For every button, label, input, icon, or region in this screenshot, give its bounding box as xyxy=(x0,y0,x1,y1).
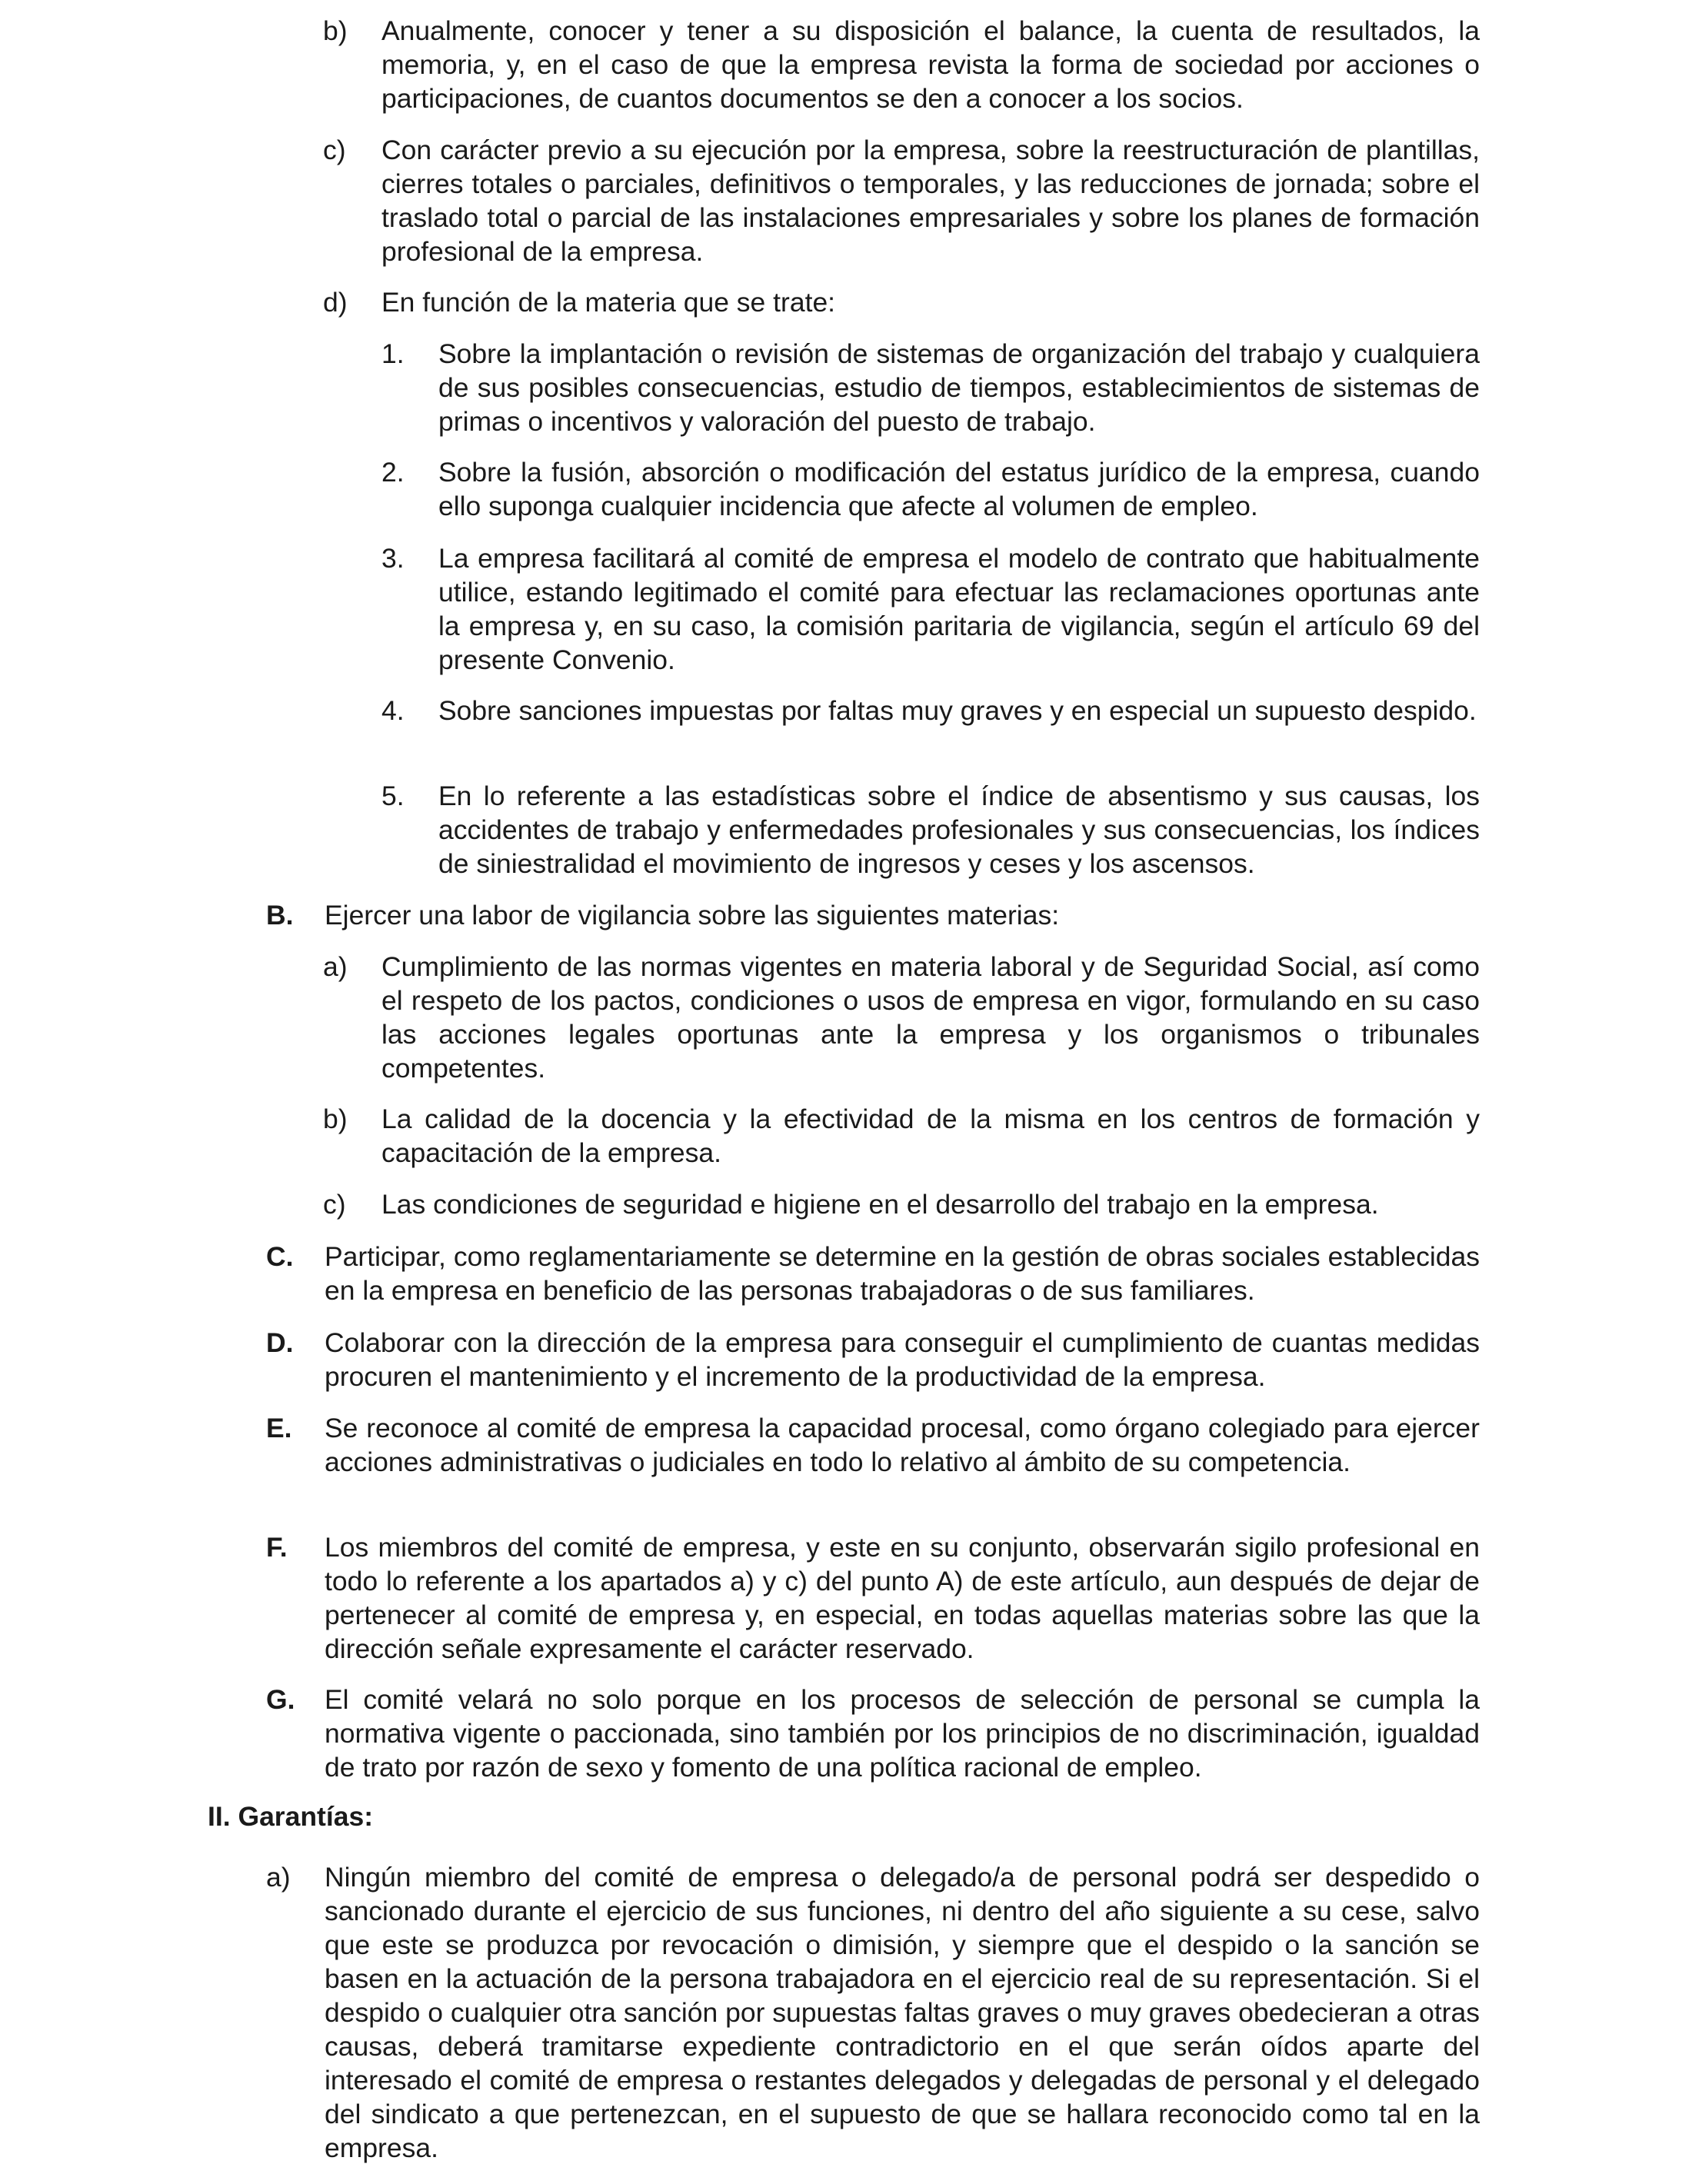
item-marker: a) xyxy=(266,1862,291,1893)
section-marker: E. xyxy=(266,1413,292,1443)
section-marker: C. xyxy=(266,1241,294,1272)
section-text: Participar, como reglamentariamente se determine en la gestión de obras sociales establecidas en la empresa en beneficio de las personas trabajadoras o de sus familiares. xyxy=(325,1241,1480,1306)
item-number: 5. xyxy=(381,781,405,811)
item-marker: b) xyxy=(323,1104,348,1134)
item-text: Cumplimiento de las normas vigentes en materia laboral y de Seguridad Social, así como el respeto de los pactos, condiciones o usos de empresa en vigor, formulando en su caso las acciones legales oportunas ante la empresa y los organismos o tribunales competentes. xyxy=(381,951,1480,1084)
list-item xyxy=(266,1860,1480,2165)
item-number: 1. xyxy=(381,338,405,369)
numbered-item xyxy=(381,455,1480,523)
list-item xyxy=(323,14,1480,115)
list-item xyxy=(323,1187,1480,1221)
section-D xyxy=(266,1326,1480,1393)
list-item xyxy=(323,950,1480,1085)
section-E xyxy=(266,1411,1480,1479)
item-marker: c) xyxy=(323,1189,346,1220)
item-marker: a) xyxy=(323,951,348,982)
item-text: Sobre la fusión, absorción o modificación del estatus jurídico de la empresa, cuando ello suponga cualquier incidencia que afecte al volumen de empleo. xyxy=(438,457,1480,521)
item-marker: b) xyxy=(323,15,348,46)
item-number: 3. xyxy=(381,543,405,574)
item-number: 4. xyxy=(381,695,405,726)
section-marker: D. xyxy=(266,1327,294,1358)
section-text: Ejercer una labor de vigilancia sobre las siguientes materias: xyxy=(325,900,1060,931)
item-text: Sobre sanciones impuestas por faltas muy graves y en especial un supuesto despido. xyxy=(438,695,1477,726)
section-G xyxy=(266,1683,1480,1784)
section-C xyxy=(266,1240,1480,1307)
item-text: La empresa facilitará al comité de empresa el modelo de contrato que habitualmente utilice, estando legitimado el comité para efectuar las reclamaciones oportunas ante la empresa y, en su caso, la comisión paritaria de vigilancia, según el artículo 69 del presente Convenio. xyxy=(438,543,1480,675)
item-text: En lo referente a las estadísticas sobre el índice de absentismo y sus causas, los accidentes de trabajo y enfermedades profesionales y sus consecuencias, los índices de siniestralidad el movimiento de ingresos y ceses y los ascensos. xyxy=(438,781,1480,879)
section-heading-garantias: II. Garantías: xyxy=(208,1801,374,1832)
item-text: En función de la materia que se trate: xyxy=(381,287,836,318)
numbered-item xyxy=(381,779,1480,881)
section-marker: B. xyxy=(266,900,294,931)
section-text: Colaborar con la dirección de la empresa para conseguir el cumplimiento de cuantas medidas procuren el mantenimiento y el incremento de la productividad de la empresa. xyxy=(325,1327,1480,1392)
item-text: Anualmente, conocer y tener a su disposición el balance, la cuenta de resultados, la memoria, y, en el caso de que la empresa revista la forma de sociedad por acciones o participaciones, de cuantos documentos se den a conocer a los socios. xyxy=(381,15,1480,114)
section-B xyxy=(266,898,1480,932)
list-item xyxy=(323,285,1480,319)
item-number: 2. xyxy=(381,457,405,488)
item-text: Con carácter previo a su ejecución por la empresa, sobre la reestructuración de plantillas, cierres totales o parciales, definitivos o temporales, y las reducciones de jornada; sobre el traslado total o parcial de las instalaciones empresariales y sobre los planes de formación profesional de la empresa. xyxy=(381,135,1480,267)
numbered-item xyxy=(381,694,1480,727)
item-text: Las condiciones de seguridad e higiene en el desarrollo del trabajo en la empresa. xyxy=(381,1189,1379,1220)
section-text: El comité velará no solo porque en los procesos de selección de personal se cumpla la normativa vigente o paccionada, sino también por los principios de no discriminación, igualdad de trato por razón de sexo y fomento de una política racional de empleo. xyxy=(325,1684,1480,1783)
section-text: Se reconoce al comité de empresa la capacidad procesal, como órgano colegiado para ejercer acciones administrativas o judiciales en todo lo relativo al ámbito de su competencia. xyxy=(325,1413,1480,1477)
list-item xyxy=(323,1102,1480,1170)
section-text: Los miembros del comité de empresa, y este en su conjunto, observarán sigilo profesional en todo lo referente a los apartados a) y c) del punto A) de este artículo, aun después de dejar de pertenecer al comité de empresa y, en especial, en todas aquellas materias sobre las que la dirección señale expresamente el carácter reservado. xyxy=(325,1532,1480,1664)
item-text: La calidad de la docencia y la efectividad de la misma en los centros de formación y capacitación de la empresa. xyxy=(381,1104,1480,1168)
numbered-item xyxy=(381,337,1480,438)
item-text: Sobre la implantación o revisión de sistemas de organización del trabajo y cualquiera de sus posibles consecuencias, estudio de tiempos, establecimientos de sistemas de primas o incentivos y valoración del puesto de trabajo. xyxy=(438,338,1480,437)
section-F xyxy=(266,1530,1480,1666)
item-marker: d) xyxy=(323,287,348,318)
item-marker: c) xyxy=(323,135,346,165)
item-text: Ningún miembro del comité de empresa o delegado/a de personal podrá ser despedido o sancionado durante el ejercicio de sus funciones, ni dentro del año siguiente a su cese, salvo que este se produzca por revocación o dimisión, y siempre que el despido o la sanción se basen en la actuación de la persona trabajadora en el ejercicio real de su representación. Si el despido o cualquier otra sanción por supuestas faltas graves o muy graves obedecieran a otras causas, deberá tramitarse expediente contradictorio en el que serán oídos aparte del interesado el comité de empresa o restantes delegados y delegadas de personal y el delegado del sindicato a que pertenezcan, en el supuesto de que se hallara reconocido como tal en la empresa. xyxy=(325,1862,1480,2163)
numbered-item xyxy=(381,541,1480,677)
list-item xyxy=(323,133,1480,268)
section-marker: G. xyxy=(266,1684,295,1715)
section-marker: F. xyxy=(266,1532,288,1563)
